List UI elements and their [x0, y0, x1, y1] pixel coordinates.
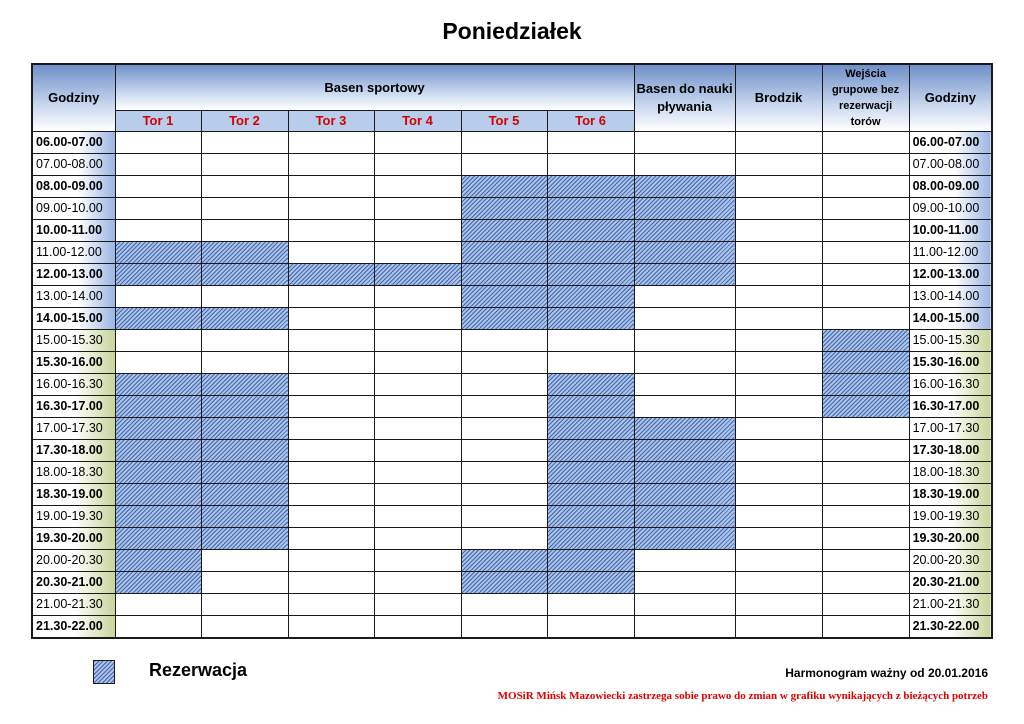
free-cell	[634, 131, 735, 153]
reserved-cell	[115, 263, 201, 285]
free-cell	[735, 417, 822, 439]
reserved-cell	[822, 373, 909, 395]
free-cell	[288, 593, 374, 615]
free-cell	[634, 395, 735, 417]
reserved-cell	[634, 175, 735, 197]
free-cell	[547, 153, 634, 175]
free-cell	[461, 373, 547, 395]
time-slot-right: 11.00-12.00	[909, 241, 992, 263]
reserved-cell	[547, 549, 634, 571]
schedule-row	[32, 483, 992, 505]
free-cell	[288, 483, 374, 505]
reserved-cell	[115, 549, 201, 571]
free-cell	[288, 395, 374, 417]
time-slot-right: 12.00-13.00	[909, 263, 992, 285]
free-cell	[115, 153, 201, 175]
free-cell	[288, 351, 374, 373]
reserved-cell	[115, 483, 201, 505]
free-cell	[374, 373, 461, 395]
schedule-row	[32, 373, 992, 395]
free-cell	[547, 329, 634, 351]
free-cell	[115, 615, 201, 638]
reserved-cell	[115, 395, 201, 417]
time-slot-right: 06.00-07.00	[909, 131, 992, 153]
page-title: Poniedziałek	[442, 18, 582, 44]
schedule-row	[32, 329, 992, 351]
time-slot-left: 18.30-19.00	[32, 483, 115, 505]
reserved-cell	[201, 417, 288, 439]
free-cell	[735, 395, 822, 417]
free-cell	[374, 329, 461, 351]
schedule-body	[32, 131, 992, 638]
reservation-legend-label: Rezerwacja	[149, 660, 248, 680]
free-cell	[288, 285, 374, 307]
free-cell	[822, 175, 909, 197]
reserved-cell	[461, 197, 547, 219]
free-cell	[634, 593, 735, 615]
free-cell	[201, 175, 288, 197]
free-cell	[201, 219, 288, 241]
free-cell	[735, 329, 822, 351]
reserved-cell	[547, 307, 634, 329]
time-slot-right: 14.00-15.00	[909, 307, 992, 329]
time-slot-left: 14.00-15.00	[32, 307, 115, 329]
time-slot-left: 19.00-19.30	[32, 505, 115, 527]
free-cell	[634, 571, 735, 593]
schedule-row	[32, 219, 992, 241]
reserved-cell	[547, 373, 634, 395]
time-slot-left: 16.00-16.30	[32, 373, 115, 395]
free-cell	[735, 483, 822, 505]
schedule-row	[32, 439, 992, 461]
schedule-row	[32, 527, 992, 549]
free-cell	[461, 395, 547, 417]
reserved-cell	[461, 175, 547, 197]
reserved-cell	[115, 527, 201, 549]
free-cell	[547, 593, 634, 615]
time-slot-right: 20.00-20.30	[909, 549, 992, 571]
free-cell	[201, 593, 288, 615]
reserved-cell	[461, 285, 547, 307]
time-slot-right: 21.00-21.30	[909, 593, 992, 615]
free-cell	[822, 571, 909, 593]
reservation-legend-swatch	[93, 660, 115, 684]
free-cell	[288, 131, 374, 153]
free-cell	[115, 197, 201, 219]
free-cell	[822, 241, 909, 263]
free-cell	[461, 439, 547, 461]
free-cell	[822, 439, 909, 461]
time-slot-right: 16.00-16.30	[909, 373, 992, 395]
reserved-cell	[822, 395, 909, 417]
free-cell	[374, 285, 461, 307]
free-cell	[735, 263, 822, 285]
schedule-row	[32, 549, 992, 571]
reserved-cell	[201, 395, 288, 417]
schedule-row	[32, 153, 992, 175]
free-cell	[822, 483, 909, 505]
free-cell	[822, 505, 909, 527]
lane-header-2: Tor 2	[201, 110, 288, 131]
reserved-cell	[201, 439, 288, 461]
free-cell	[374, 439, 461, 461]
lane-header-5: Tor 5	[461, 110, 547, 131]
free-cell	[201, 329, 288, 351]
free-cell	[822, 263, 909, 285]
reserved-cell	[547, 395, 634, 417]
reserved-cell	[115, 373, 201, 395]
time-slot-right: 21.30-22.00	[909, 615, 992, 638]
free-cell	[822, 153, 909, 175]
schedule-row	[32, 461, 992, 483]
reserved-cell	[634, 527, 735, 549]
disclaimer-note: MOSiR Mińsk Mazowiecki zastrzega sobie prawo do zmian w grafiku wynikających z bieżących potrzeb	[497, 690, 988, 702]
time-slot-right: 18.30-19.00	[909, 483, 992, 505]
free-cell	[288, 241, 374, 263]
free-cell	[822, 197, 909, 219]
time-slot-left: 07.00-08.00	[32, 153, 115, 175]
reserved-cell	[201, 373, 288, 395]
hours-header-left: Godziny	[32, 64, 115, 131]
reserved-cell	[115, 307, 201, 329]
reserved-cell	[201, 461, 288, 483]
free-cell	[201, 615, 288, 638]
reserved-cell	[547, 219, 634, 241]
free-cell	[374, 395, 461, 417]
time-slot-left: 20.00-20.30	[32, 549, 115, 571]
time-slot-left: 12.00-13.00	[32, 263, 115, 285]
time-slot-right: 18.00-18.30	[909, 461, 992, 483]
time-slot-left: 17.30-18.00	[32, 439, 115, 461]
free-cell	[288, 505, 374, 527]
paddling-pool-header: Brodzik	[735, 64, 822, 131]
free-cell	[634, 351, 735, 373]
time-slot-left: 09.00-10.00	[32, 197, 115, 219]
reserved-cell	[634, 241, 735, 263]
free-cell	[374, 131, 461, 153]
reserved-cell	[822, 351, 909, 373]
reserved-cell	[201, 527, 288, 549]
free-cell	[374, 593, 461, 615]
time-slot-left: 08.00-09.00	[32, 175, 115, 197]
free-cell	[374, 219, 461, 241]
reserved-cell	[634, 439, 735, 461]
free-cell	[374, 307, 461, 329]
time-slot-right: 13.00-14.00	[909, 285, 992, 307]
free-cell	[735, 373, 822, 395]
free-cell	[115, 131, 201, 153]
reserved-cell	[547, 505, 634, 527]
free-cell	[634, 285, 735, 307]
free-cell	[374, 197, 461, 219]
free-cell	[634, 615, 735, 638]
reserved-cell	[374, 263, 461, 285]
free-cell	[461, 505, 547, 527]
reserved-cell	[115, 571, 201, 593]
free-cell	[822, 131, 909, 153]
reserved-cell	[634, 263, 735, 285]
free-cell	[201, 285, 288, 307]
free-cell	[201, 153, 288, 175]
reserved-cell	[634, 483, 735, 505]
reserved-cell	[547, 241, 634, 263]
reserved-cell	[461, 571, 547, 593]
free-cell	[374, 505, 461, 527]
free-cell	[288, 219, 374, 241]
free-cell	[634, 373, 735, 395]
schedule-row	[32, 417, 992, 439]
free-cell	[374, 351, 461, 373]
reserved-cell	[115, 439, 201, 461]
free-cell	[288, 153, 374, 175]
free-cell	[735, 307, 822, 329]
free-cell	[288, 197, 374, 219]
free-cell	[822, 615, 909, 638]
free-cell	[735, 571, 822, 593]
time-slot-right: 20.30-21.00	[909, 571, 992, 593]
time-slot-right: 19.00-19.30	[909, 505, 992, 527]
time-slot-left: 11.00-12.00	[32, 241, 115, 263]
sport-pool-header: Basen sportowy	[115, 64, 634, 110]
reserved-cell	[634, 219, 735, 241]
free-cell	[634, 549, 735, 571]
reserved-cell	[461, 241, 547, 263]
free-cell	[634, 153, 735, 175]
free-cell	[201, 351, 288, 373]
free-cell	[547, 351, 634, 373]
free-cell	[735, 549, 822, 571]
free-cell	[461, 329, 547, 351]
schedule-row	[32, 351, 992, 373]
time-slot-right: 08.00-09.00	[909, 175, 992, 197]
free-cell	[634, 329, 735, 351]
reserved-cell	[547, 417, 634, 439]
free-cell	[735, 505, 822, 527]
free-cell	[735, 197, 822, 219]
reserved-cell	[115, 461, 201, 483]
free-cell	[461, 351, 547, 373]
free-cell	[201, 131, 288, 153]
time-slot-left: 19.30-20.00	[32, 527, 115, 549]
free-cell	[735, 461, 822, 483]
free-cell	[461, 153, 547, 175]
reserved-cell	[547, 175, 634, 197]
schedule-row	[32, 395, 992, 417]
free-cell	[201, 571, 288, 593]
time-slot-left: 15.30-16.00	[32, 351, 115, 373]
time-slot-right: 17.00-17.30	[909, 417, 992, 439]
time-slot-right: 17.30-18.00	[909, 439, 992, 461]
reserved-cell	[547, 197, 634, 219]
reserved-cell	[822, 329, 909, 351]
reserved-cell	[634, 505, 735, 527]
reserved-cell	[547, 483, 634, 505]
time-slot-right: 15.30-16.00	[909, 351, 992, 373]
free-cell	[735, 285, 822, 307]
reserved-cell	[634, 417, 735, 439]
free-cell	[735, 131, 822, 153]
schedule-row	[32, 615, 992, 638]
free-cell	[735, 527, 822, 549]
reserved-cell	[201, 263, 288, 285]
schedule-row	[32, 593, 992, 615]
free-cell	[822, 285, 909, 307]
free-cell	[374, 615, 461, 638]
reserved-cell	[115, 505, 201, 527]
free-cell	[115, 351, 201, 373]
free-cell	[735, 615, 822, 638]
reserved-cell	[547, 285, 634, 307]
time-slot-left: 13.00-14.00	[32, 285, 115, 307]
schedule-row	[32, 175, 992, 197]
free-cell	[115, 285, 201, 307]
time-slot-left: 16.30-17.00	[32, 395, 115, 417]
time-slot-right: 15.00-15.30	[909, 329, 992, 351]
free-cell	[634, 307, 735, 329]
time-slot-right: 07.00-08.00	[909, 153, 992, 175]
free-cell	[374, 241, 461, 263]
reserved-cell	[115, 241, 201, 263]
schedule-row	[32, 571, 992, 593]
schedule-row	[32, 131, 992, 153]
reserved-cell	[547, 527, 634, 549]
free-cell	[547, 131, 634, 153]
time-slot-left: 06.00-07.00	[32, 131, 115, 153]
schedule-row	[32, 307, 992, 329]
schedule-table	[31, 63, 993, 639]
free-cell	[115, 593, 201, 615]
time-slot-right: 10.00-11.00	[909, 219, 992, 241]
time-slot-left: 18.00-18.30	[32, 461, 115, 483]
lane-header-6: Tor 6	[547, 110, 634, 131]
reserved-cell	[547, 461, 634, 483]
time-slot-left: 21.30-22.00	[32, 615, 115, 638]
free-cell	[374, 417, 461, 439]
free-cell	[288, 549, 374, 571]
schedule-row	[32, 241, 992, 263]
free-cell	[735, 439, 822, 461]
free-cell	[288, 615, 374, 638]
reserved-cell	[201, 483, 288, 505]
schedule-row	[32, 263, 992, 285]
free-cell	[288, 417, 374, 439]
reserved-cell	[547, 571, 634, 593]
reserved-cell	[461, 549, 547, 571]
time-slot-right: 16.30-17.00	[909, 395, 992, 417]
free-cell	[288, 373, 374, 395]
reserved-cell	[201, 307, 288, 329]
free-cell	[201, 549, 288, 571]
free-cell	[201, 197, 288, 219]
free-cell	[735, 593, 822, 615]
free-cell	[374, 571, 461, 593]
time-slot-left: 10.00-11.00	[32, 219, 115, 241]
reserved-cell	[547, 439, 634, 461]
free-cell	[461, 483, 547, 505]
free-cell	[374, 153, 461, 175]
lane-header-1: Tor 1	[115, 110, 201, 131]
schedule-row	[32, 285, 992, 307]
schedule-row	[32, 505, 992, 527]
free-cell	[735, 175, 822, 197]
hours-header-right: Godziny	[909, 64, 992, 131]
free-cell	[822, 417, 909, 439]
group-entries-header: Wejścia grupowe bez rezerwacji torów	[822, 64, 909, 131]
free-cell	[822, 461, 909, 483]
free-cell	[115, 219, 201, 241]
free-cell	[822, 549, 909, 571]
free-cell	[374, 175, 461, 197]
free-cell	[735, 219, 822, 241]
free-cell	[461, 131, 547, 153]
reserved-cell	[634, 197, 735, 219]
free-cell	[115, 175, 201, 197]
free-cell	[547, 615, 634, 638]
free-cell	[822, 593, 909, 615]
free-cell	[115, 329, 201, 351]
free-cell	[288, 439, 374, 461]
free-cell	[288, 461, 374, 483]
reserved-cell	[461, 263, 547, 285]
free-cell	[288, 175, 374, 197]
free-cell	[735, 241, 822, 263]
time-slot-left: 17.00-17.30	[32, 417, 115, 439]
free-cell	[288, 571, 374, 593]
free-cell	[374, 483, 461, 505]
reserved-cell	[461, 307, 547, 329]
free-cell	[374, 527, 461, 549]
lane-header-4: Tor 4	[374, 110, 461, 131]
free-cell	[374, 549, 461, 571]
free-cell	[374, 461, 461, 483]
time-slot-left: 21.00-21.30	[32, 593, 115, 615]
free-cell	[461, 527, 547, 549]
reserved-cell	[461, 219, 547, 241]
free-cell	[735, 351, 822, 373]
lane-header-3: Tor 3	[288, 110, 374, 131]
reserved-cell	[115, 417, 201, 439]
free-cell	[822, 307, 909, 329]
free-cell	[288, 307, 374, 329]
free-cell	[461, 461, 547, 483]
time-slot-left: 15.00-15.30	[32, 329, 115, 351]
free-cell	[461, 417, 547, 439]
free-cell	[735, 153, 822, 175]
reserved-cell	[634, 461, 735, 483]
free-cell	[461, 615, 547, 638]
free-cell	[461, 593, 547, 615]
time-slot-left: 20.30-21.00	[32, 571, 115, 593]
free-cell	[822, 527, 909, 549]
reserved-cell	[201, 241, 288, 263]
time-slot-right: 09.00-10.00	[909, 197, 992, 219]
time-slot-right: 19.30-20.00	[909, 527, 992, 549]
free-cell	[288, 527, 374, 549]
reserved-cell	[201, 505, 288, 527]
free-cell	[822, 219, 909, 241]
free-cell	[288, 329, 374, 351]
learning-pool-header: Basen do nauki pływania	[634, 64, 735, 131]
reserved-cell	[288, 263, 374, 285]
reserved-cell	[547, 263, 634, 285]
schedule-row	[32, 197, 992, 219]
validity-note: Harmonogram ważny od 20.01.2016	[785, 666, 988, 680]
